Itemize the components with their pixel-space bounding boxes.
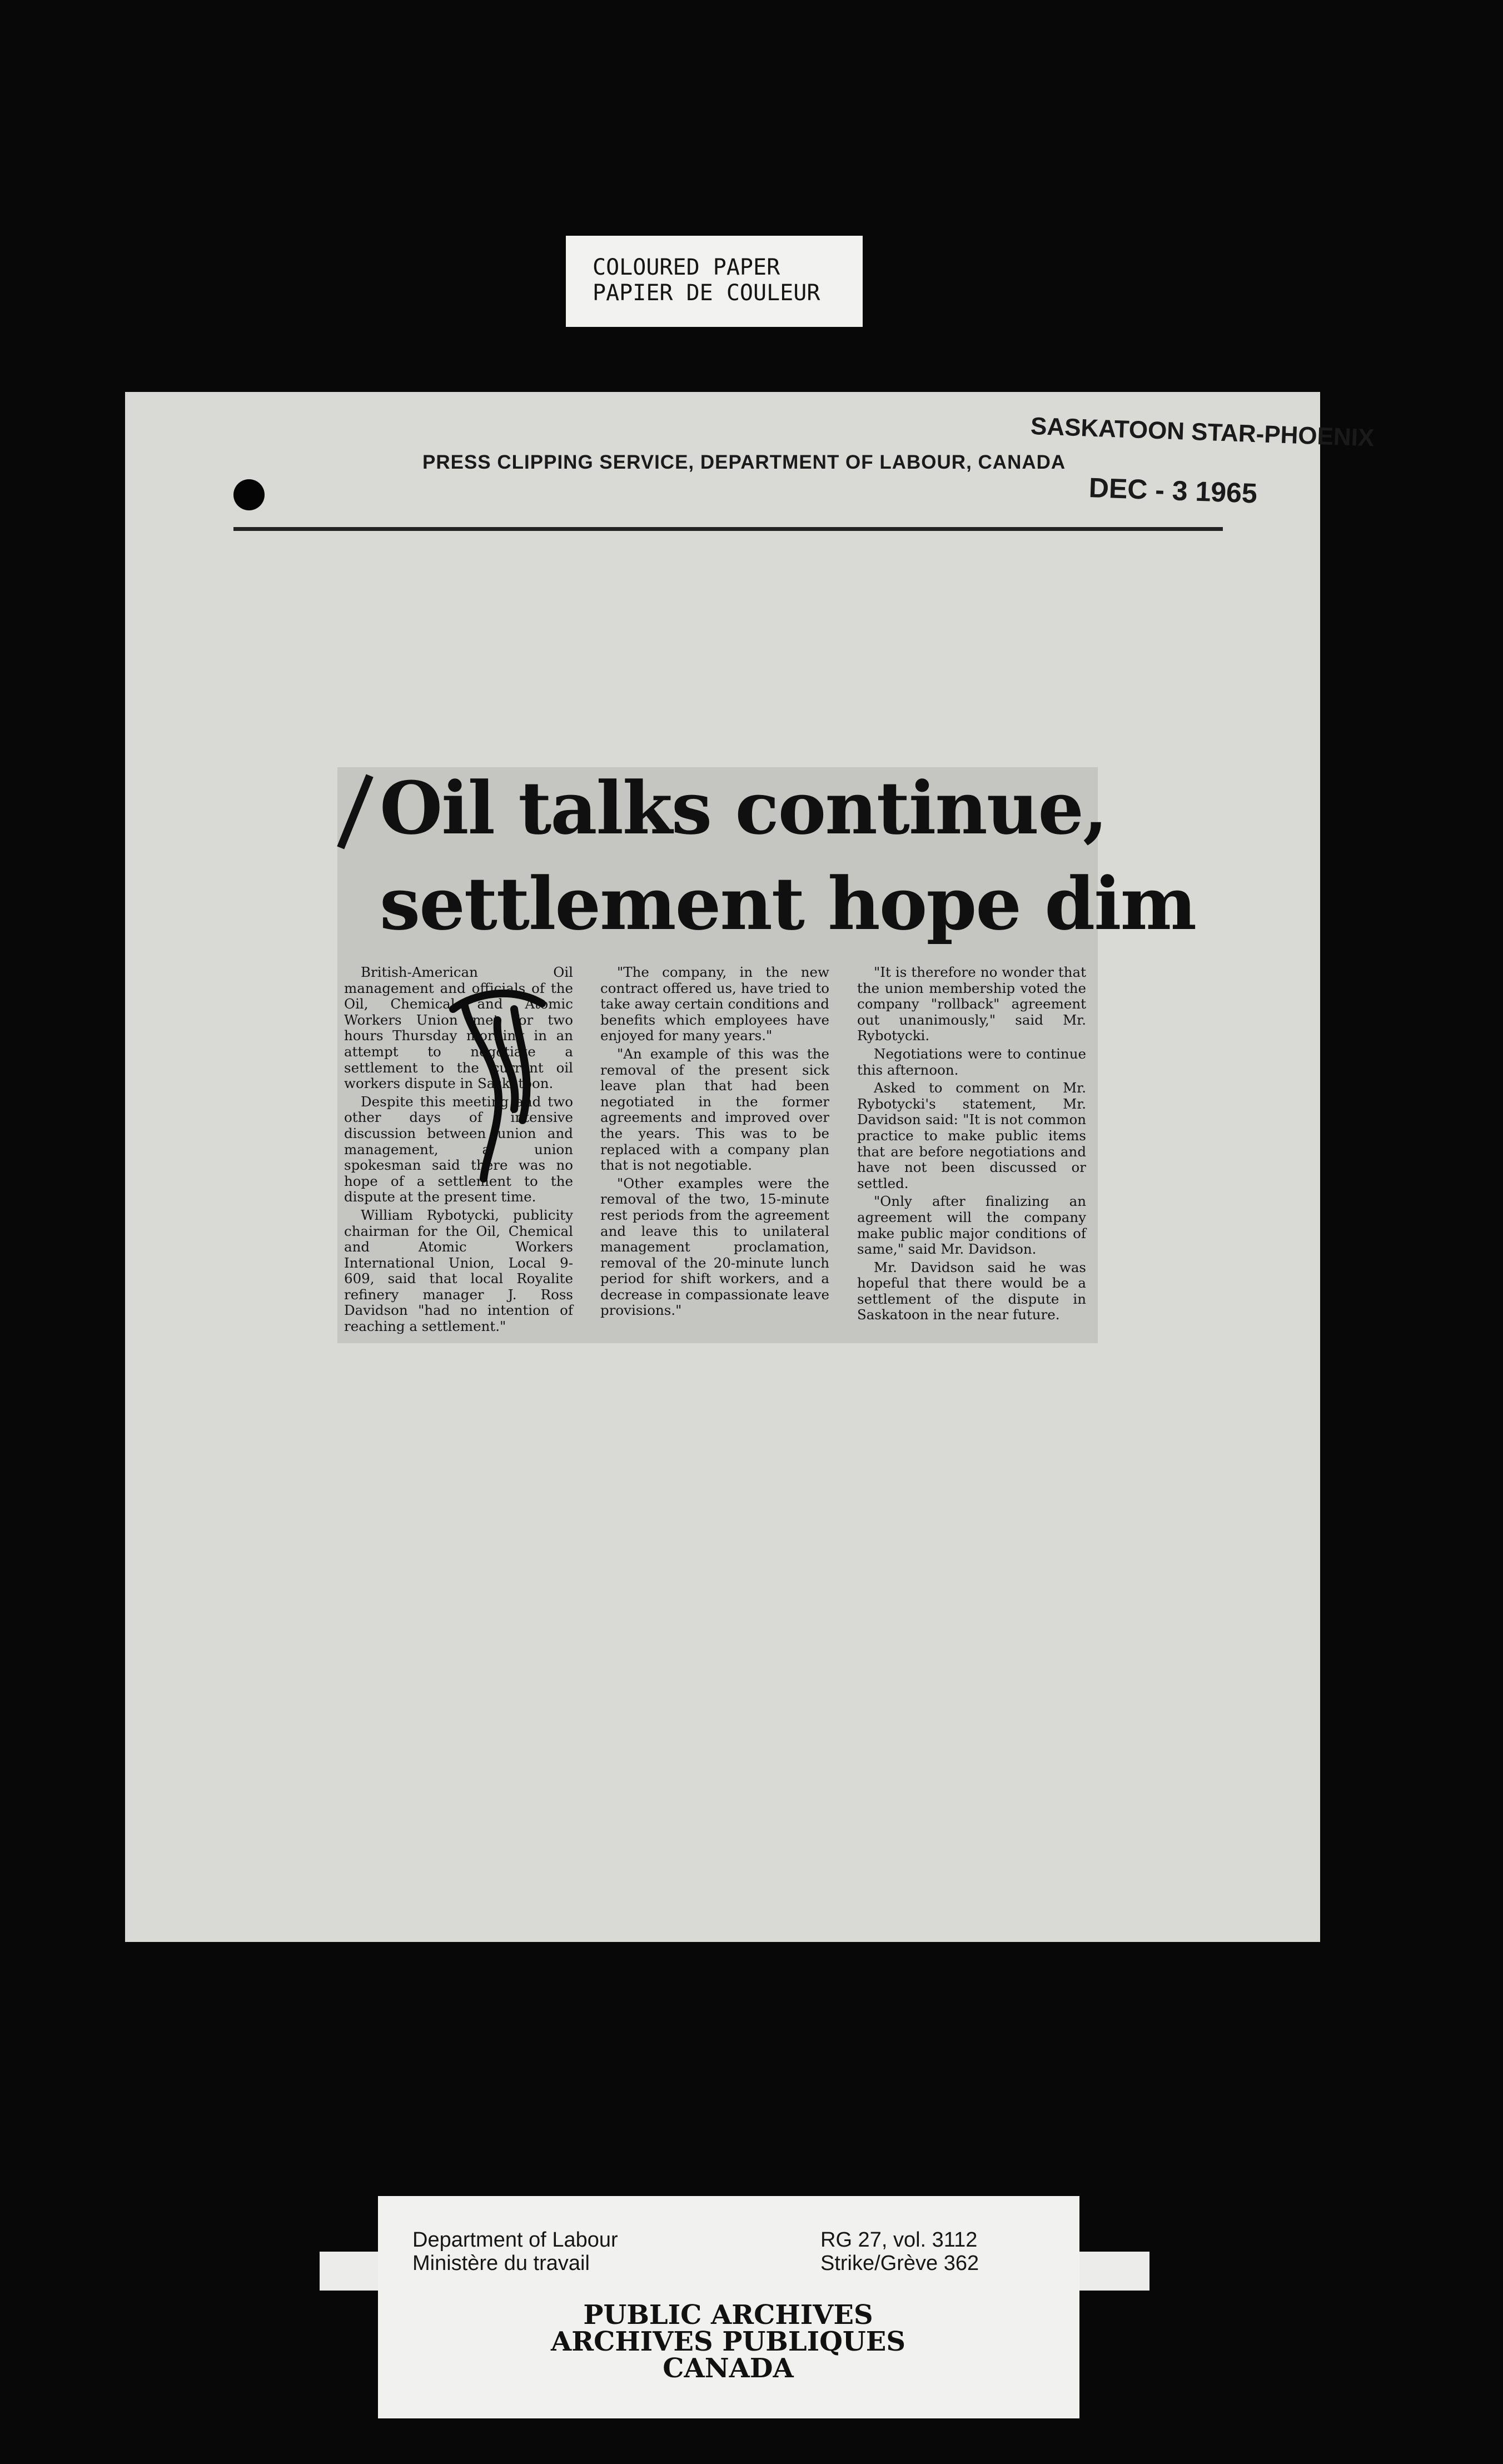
paragraph: Asked to comment on Mr. Rybotycki's statement, Mr. Davidson said: "It is not common practice to make public items that are before negotiations and have not been discussed or settled. — [857, 1080, 1086, 1191]
paragraph: "It is therefore no wonder that the union membership voted the company "rollback" agreement out unanimously," said Mr. Rybotycki. — [857, 964, 1086, 1044]
label-line-french: PAPIER DE COULEUR — [593, 280, 820, 306]
paragraph: Mr. Davidson said he was hopeful that there would be a settlement of the dispute in Saskatoon in the near future. — [857, 1259, 1086, 1323]
headline-line-2: settlement hope dim — [380, 861, 1196, 946]
paragraph: "An example of this was the removal of the present sick leave plan that had been negotiated in the former agreements and improved over the years. This was to be replaced with a company plan that is not negotiable. — [600, 1045, 829, 1174]
paragraph: Negotiations were to continue this afternoon. — [857, 1045, 1086, 1078]
department-fr: Ministère du travail — [412, 2252, 590, 2275]
paragraph: "The company, in the new contract offered us, have tried to take away certain conditions and benefits which employees have enjoyed for many years." — [600, 964, 829, 1044]
punch-hole — [233, 479, 265, 510]
department-names — [412, 2228, 618, 2275]
archives-stamp — [500, 2299, 956, 2384]
article-column-3 — [857, 965, 1086, 1325]
archives-line-3: CANADA — [663, 2353, 794, 2384]
record-reference — [820, 2228, 979, 2275]
article-headline — [380, 761, 1196, 952]
archives-line-1: PUBLIC ARCHIVES — [583, 2299, 873, 2331]
paragraph: "Only after finalizing an agreement will the company make public major conditions of same," said Mr. Davidson. — [857, 1193, 1086, 1258]
press-clipping-service-header: PRESS CLIPPING SERVICE, DEPARTMENT OF LABOUR, CANADA — [422, 451, 1066, 473]
paragraph: William Rybotycki, publicity chairman for the Oil, Chemical and Atomic Workers International Union, Local 9-609, said that local Royalite refinery manager J. Ross Davidson "had no intention of reaching a settlement." — [344, 1206, 573, 1335]
article-column-2 — [600, 965, 829, 1321]
archives-line-2: ARCHIVES PUBLIQUES — [551, 2326, 905, 2357]
strike-number: Strike/Grève 362 — [820, 2252, 979, 2275]
newspaper-source: SASKATOON STAR-PHOENIX — [1030, 413, 1375, 452]
coloured-paper-label — [566, 236, 863, 327]
handwritten-pen-mark — [431, 987, 559, 1193]
paragraph: British-American Oil management and officials of the Oil, Chemical and Atomic Workers Union met for two hours Thursday morning in an attempt to negotiate a settlement to the current oil workers dispute in Saskatoon. — [344, 964, 573, 1092]
clipping-date: DEC - 3 1965 — [1088, 471, 1258, 509]
paragraph: "Other examples were the removal of the two, 15-minute rest periods from the agreement and leave this to unilateral management proclamation, removal of the 20-minute lunch period for shift workers, and a decrease in compassionate leave provisions." — [600, 1175, 829, 1319]
label-line-english: COLOURED PAPER — [593, 255, 780, 280]
department-en: Department of Labour — [412, 2228, 618, 2252]
header-rule — [233, 527, 1223, 531]
headline-line-1: Oil talks continue, — [380, 766, 1107, 851]
paragraph: Despite this meeting and two other days of intensive discussion between union and management, a union spokesman said there was no hope of a settlement to the dispute at the present time. — [344, 1093, 573, 1205]
record-group-volume: RG 27, vol. 3112 — [820, 2228, 978, 2252]
